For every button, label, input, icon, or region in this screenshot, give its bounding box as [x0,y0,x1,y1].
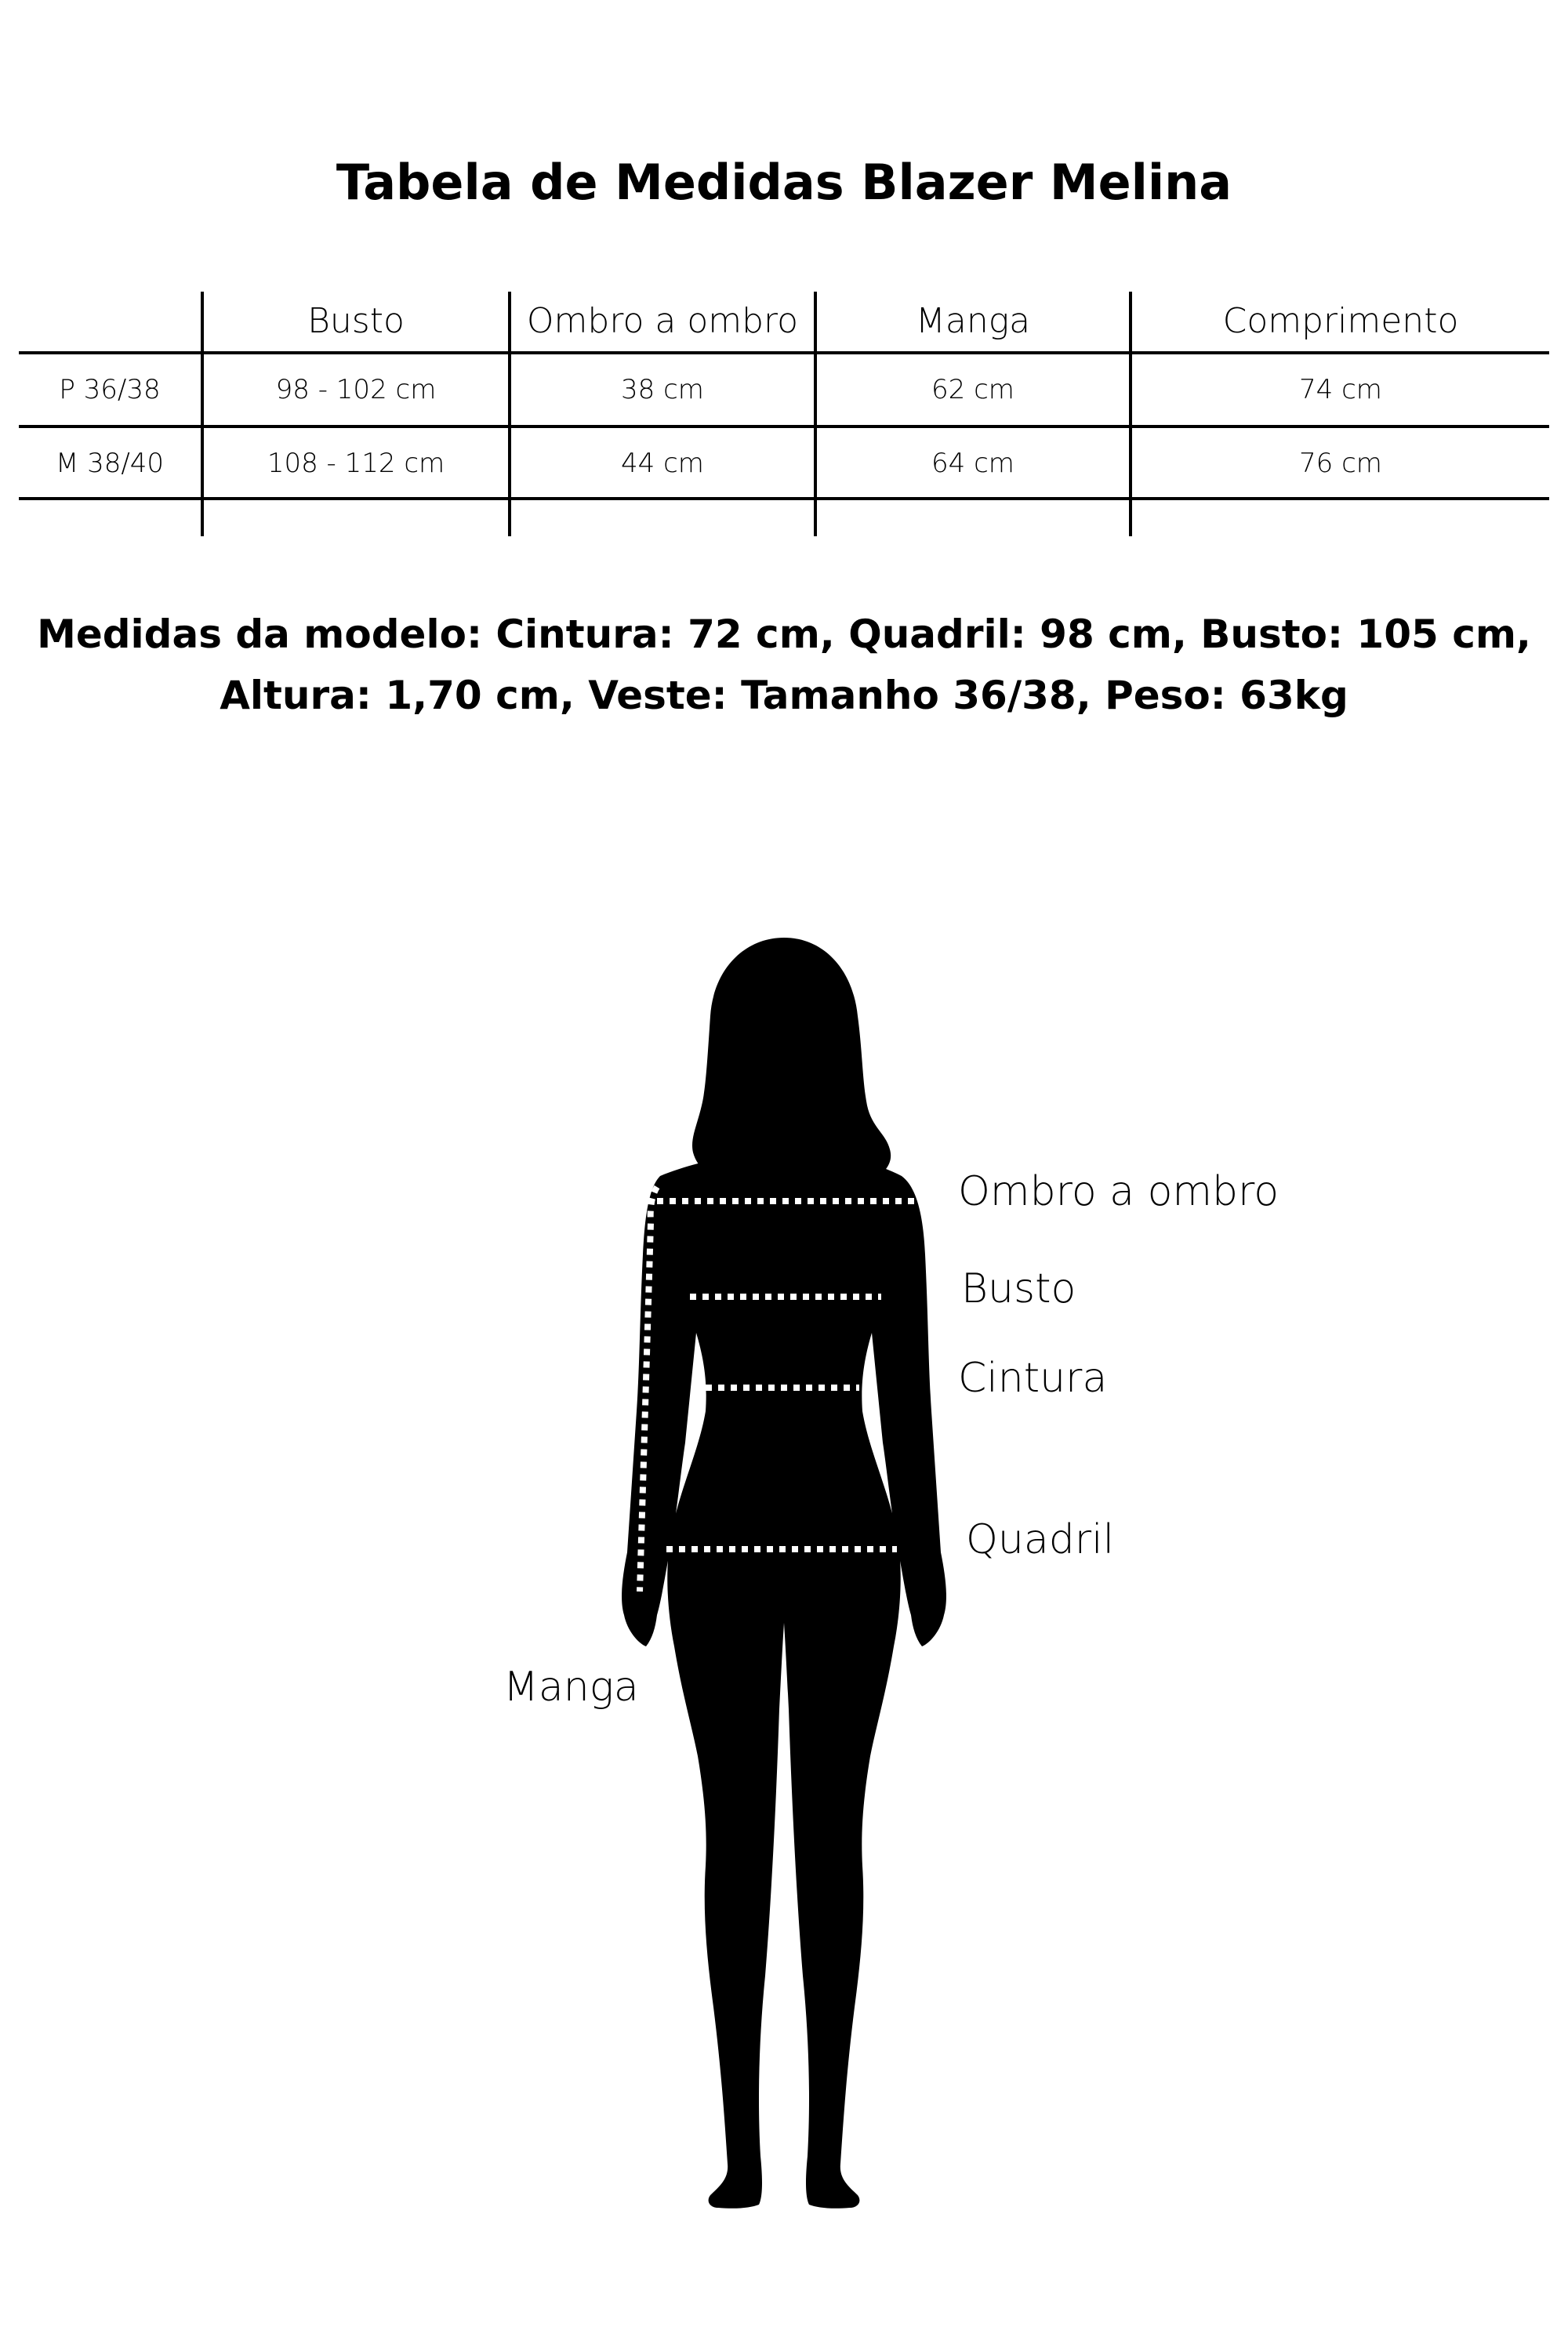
table-header-comprimento: Comprimento [1222,301,1459,341]
label-busto: Busto [961,1265,1076,1312]
label-quadril: Quadril [966,1516,1115,1563]
model-measurements-line-2: Altura: 1,70 cm, Veste: Tamanho 36/38, Peso: 63kg [220,673,1348,718]
model-measurements-line-1: Medidas da modelo: Cintura: 72 cm, Quadril: 98 cm, Busto: 105 cm, [37,612,1531,657]
table-cell-comprimento: 74 cm [1299,374,1382,405]
table-cell-ombro: 38 cm [621,374,704,405]
table-cell-manga: 64 cm [931,448,1014,479]
table-cell-size: P 36/38 [59,374,161,405]
label-cintura: Cintura [958,1355,1108,1402]
table-cell-manga: 62 cm [931,374,1014,405]
table-cell-ombro: 44 cm [621,448,704,479]
table-header-manga: Manga [915,301,1031,341]
table-cell-busto: 108 - 112 cm [267,448,445,479]
label-manga: Manga [503,1664,639,1711]
label-ombro-a-ombro: Ombro a ombro [958,1168,1279,1215]
table-cell-size: M 38/40 [55,448,165,479]
page-title: Tabela de Medidas Blazer Melina [336,154,1232,211]
table-header-busto: Busto [307,301,405,341]
table-cell-busto: 98 - 102 cm [275,374,437,405]
table-cell-comprimento: 76 cm [1299,448,1382,479]
body-silhouette [622,938,946,2209]
table-header-ombro: Ombro a ombro [526,301,799,341]
